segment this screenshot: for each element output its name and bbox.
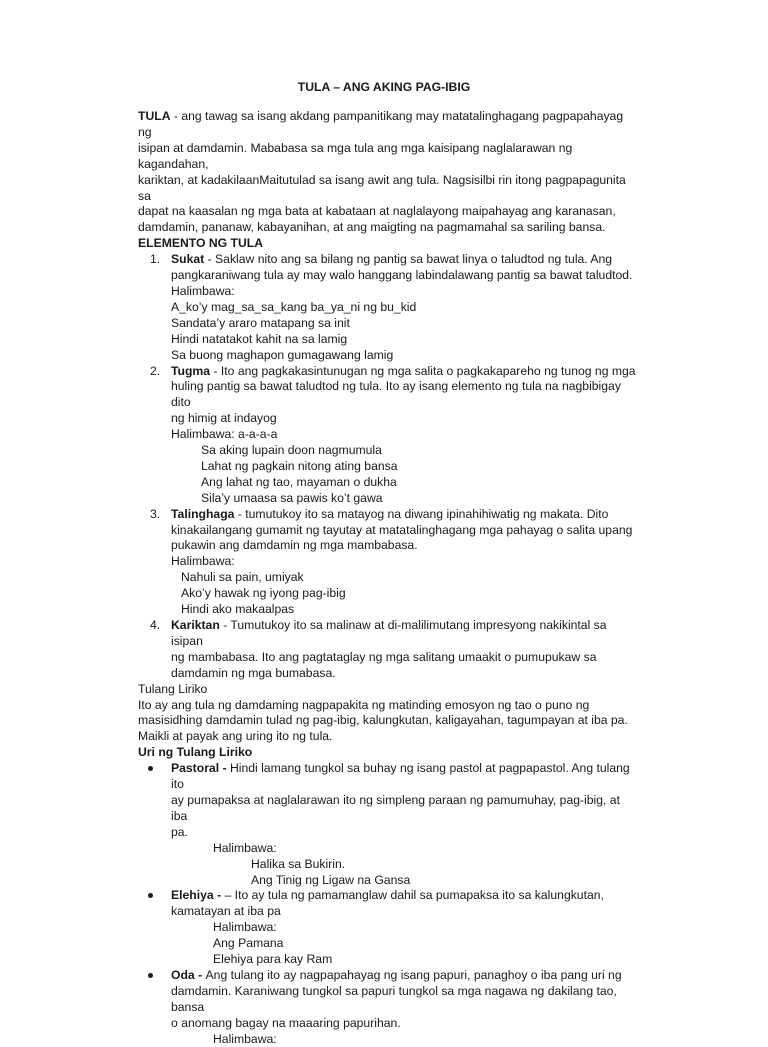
element-term: Sukat [171, 252, 205, 267]
liriko-line: Ito ay ang tula ng damdaming nagpapakita ng matinding emosyon ng tao o puno ng [138, 697, 590, 712]
element-line: - Saklaw nito ang sa bilang ng pantig sa bawat linya o taludtod ng tula. Ang [204, 252, 613, 267]
example-line: Ang lahat ng tao, mayaman o dukha [201, 474, 397, 489]
liriko-line: masisidhing damdamin tulad ng pag-ibig, kalungkutan, kaligayahan, tagumpayan at iba pa. [138, 713, 628, 728]
bullet-icon [148, 973, 153, 978]
element-line: damdamin ng mga bumabasa. [171, 665, 336, 680]
element-term: Talinghaga [171, 506, 235, 521]
uri-line: Hindi lamang tungkol sa buhay ng isang pastol at pagpapastol. Ang tulang ito [171, 761, 630, 792]
example-line: Sa buong maghapon gumagawang lamig [171, 347, 394, 362]
element-kariktan [138, 618, 638, 682]
example-line: Sandata’y araro matapang sa init [171, 315, 350, 330]
example-label: Halimbawa: [213, 840, 277, 855]
example-line: Halika sa Bukirin. [251, 856, 346, 871]
uri-line: kamatayan at iba pa [171, 904, 281, 919]
uri-term: Elehiya - [171, 888, 225, 903]
intro-paragraph [138, 109, 638, 236]
document-title: TULA – ANG AKING PAG-IBIG [297, 80, 471, 94]
example-line: Ang Tinig ng Ligaw na Gansa [251, 872, 411, 887]
element-line: ng himig at indayog [171, 411, 277, 426]
example-line: Hindi natatakot kahit na sa lamig [171, 331, 348, 346]
intro-line: damdamin, pananaw, kabayanihan, at ang maigting na pagmamahal sa sariling bansa. [138, 220, 606, 235]
list-number: 2. [150, 363, 161, 378]
intro-line: - ang tawag sa isang akdang pampanitikang may matatalinghagang pagpapahayag ng [138, 109, 624, 139]
example-line: Elehiya para kay Ram [213, 952, 333, 967]
example-line: Sa aking lupain doon nagmumula [201, 443, 382, 458]
element-line: - Tumutukoy ito sa malinaw at di-malilimutang impresyong nakikintal sa isipan [171, 618, 607, 648]
element-line: ng mambabasa. Ito ang pagtataglay ng mga salitang umaakit o pumupukaw sa [171, 649, 597, 664]
bullet-icon [148, 893, 153, 898]
list-number: 3. [150, 506, 161, 521]
element-sukat [138, 252, 638, 363]
example-line: Nahuli sa pain, umiyak [181, 570, 304, 585]
uri-oda [138, 968, 638, 1047]
example-line: Lahat ng pagkain nitong ating bansa [201, 458, 398, 473]
liriko-heading: Tulang Liriko [138, 681, 208, 696]
intro-line: isipan at damdamin. Mababasa sa mga tula ang mga kaisipang naglalarawan ng kagandahan, [138, 140, 573, 171]
element-talinghaga [138, 507, 638, 618]
element-line: huling pantig sa bawat taludtod ng tula. Ito ay isang elemento ng tula na nagbibigay dito [171, 379, 621, 410]
example-label: Halimbawa: [171, 554, 235, 569]
element-tugma [138, 364, 638, 507]
elemento-heading: ELEMENTO NG TULA [138, 236, 264, 251]
example-line: A_ko’y mag_sa_sa_kang ba_ya_ni ng bu_kid [171, 299, 417, 314]
list-number: 1. [150, 252, 161, 267]
example-line: Sila’y umaasa sa pawis ko’t gawa [201, 490, 383, 505]
list-number: 4. [150, 618, 161, 632]
uri-line: – Ito ay tula ng pamamanglaw dahil sa pumapaksa ito sa kalungkutan, [224, 888, 604, 903]
example-line: Hindi ako makaalpas [181, 602, 295, 617]
element-term: Kariktan [171, 618, 220, 632]
example-label: Halimbawa: a-a-a-a [171, 427, 278, 442]
element-term: Tugma [171, 363, 211, 378]
uri-term: Pastoral - [171, 761, 230, 776]
example-line: Ako’y hawak ng iyong pag-ibig [181, 586, 346, 601]
uri-elehiya [138, 888, 638, 968]
intro-term: TULA [138, 109, 171, 123]
uri-pastoral [138, 761, 638, 888]
uri-line: o anomang bagay na maaaring papurihan. [171, 1015, 401, 1030]
example-label: Halimbawa: [213, 920, 277, 935]
element-line: - tumutukoy ito sa matayog na diwang ipinahihiwatig ng makata. Dito [234, 506, 609, 521]
intro-line: dapat na kaasalan ng mga bata at kabataan at naglalayong maipahayag ang karanasan, [138, 204, 616, 219]
example-line: Ang Pamana [213, 936, 284, 951]
liriko-line: Maikli at payak ang uring ito ng tula. [138, 729, 333, 744]
element-line: pangkaraniwang tula ay may walo hanggang labindalawang pantig sa bawat taludtod. [171, 268, 633, 283]
bullet-icon [148, 766, 153, 771]
uri-line: pa. [171, 824, 188, 839]
uri-line: Ang tulang ito ay nagpapahayag ng isang papuri, panaghoy o iba pang uri ng [205, 967, 622, 982]
element-line: pukawin ang damdamin ng mga mambabasa. [171, 538, 418, 553]
uri-line: damdamin. Karaniwang tungkol sa papuri tungkol sa mga nagawa ng dakilang tao, bansa [171, 983, 617, 1014]
uri-line: ay pumapaksa at naglalarawan ito ng simpleng paraan ng pamumuhay, pag-ibig, at iba [171, 792, 620, 823]
intro-line: kariktan, at kadakilaanMaitutulad sa isang awit ang tula. Nagsisilbi rin itong pagpapagunita sa [138, 172, 626, 203]
document-body [138, 109, 638, 1047]
example-label: Halimbawa: [171, 283, 235, 298]
element-line: kinakailangang gumamit ng tayutay at matatalinghagang mga pahayag o salita upang [171, 522, 633, 537]
uri-term: Oda - [171, 967, 206, 982]
element-line: - Ito ang pagkakasintunugan ng mga salita o pagkakapareho ng tunog ng mga [210, 363, 636, 378]
uri-heading: Uri ng Tulang Liriko [138, 745, 253, 760]
example-label: Halimbawa: [213, 1031, 277, 1046]
